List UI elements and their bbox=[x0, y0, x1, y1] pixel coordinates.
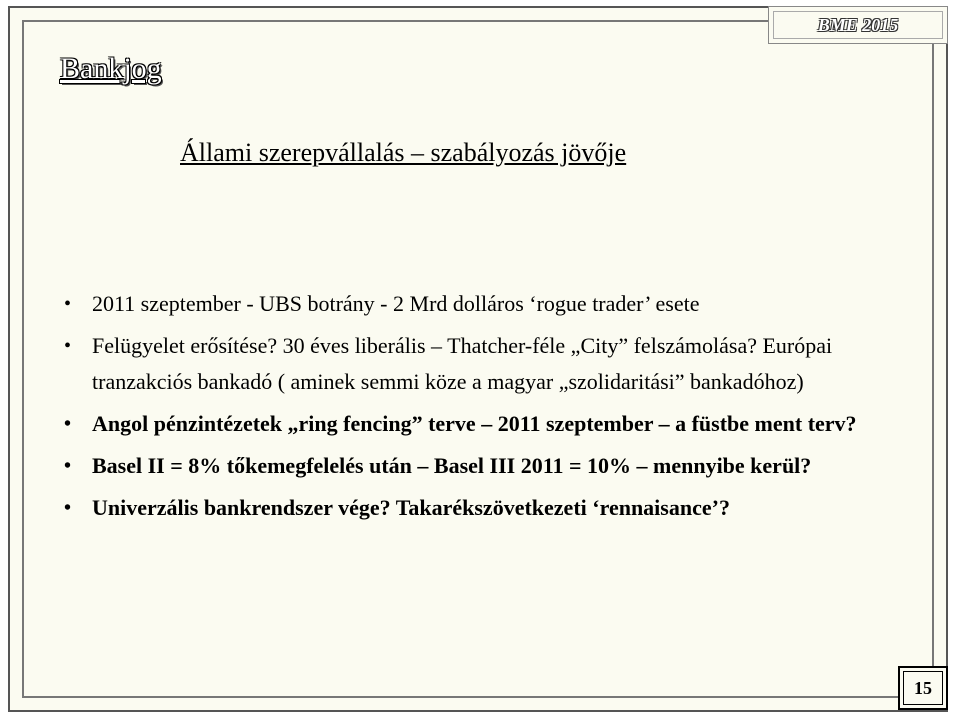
bullet-dot-icon: • bbox=[64, 455, 72, 477]
bullet-dot-icon: • bbox=[64, 497, 72, 519]
bullet-text-4: Basel II = 8% tőkemegfelelés után – Basel III 2011 = 10% – mennyibe kerül? bbox=[92, 453, 812, 478]
header-badge-inner-border bbox=[773, 11, 943, 39]
slide-brand-title: Bankjog bbox=[60, 52, 162, 85]
bullet-list bbox=[62, 286, 922, 532]
bullet-dot-icon: • bbox=[64, 335, 72, 357]
slide-subtitle: Állami szerepvállalás – szabályozás jövője bbox=[180, 138, 627, 167]
bullet-dot-icon: • bbox=[64, 413, 72, 435]
page-number-box bbox=[898, 666, 948, 710]
bullet-item-2 bbox=[62, 328, 922, 400]
bullet-text-2: Felügyelet erősítése? 30 éves liberális – Thatcher-féle „City” felszámolása? Európai tranzakciós bankadó ( aminek semmi köze a magyar „szolidaritási” bankadóhoz) bbox=[92, 333, 833, 394]
header-badge bbox=[768, 6, 948, 44]
bullet-item-5 bbox=[62, 490, 922, 526]
bullet-text-3: Angol pénzintézetek „ring fencing” terve – 2011 szeptember – a füstbe ment terv? bbox=[92, 411, 857, 436]
header-badge-text: BME 2015 bbox=[817, 14, 899, 35]
bullet-item-4 bbox=[62, 448, 922, 484]
page-number-box-inner-border bbox=[903, 671, 943, 705]
bullet-item-3 bbox=[62, 406, 922, 442]
bullet-text-5: Univerzális bankrendszer vége? Takarékszövetkezeti ‘rennaisance’? bbox=[92, 495, 730, 520]
bullet-text-1: 2011 szeptember - UBS botrány - 2 Mrd dolláros ‘rogue trader’ esete bbox=[92, 291, 700, 316]
bullet-item-1 bbox=[62, 286, 922, 322]
page-number: 15 bbox=[914, 677, 932, 698]
bullet-dot-icon: • bbox=[64, 293, 72, 315]
